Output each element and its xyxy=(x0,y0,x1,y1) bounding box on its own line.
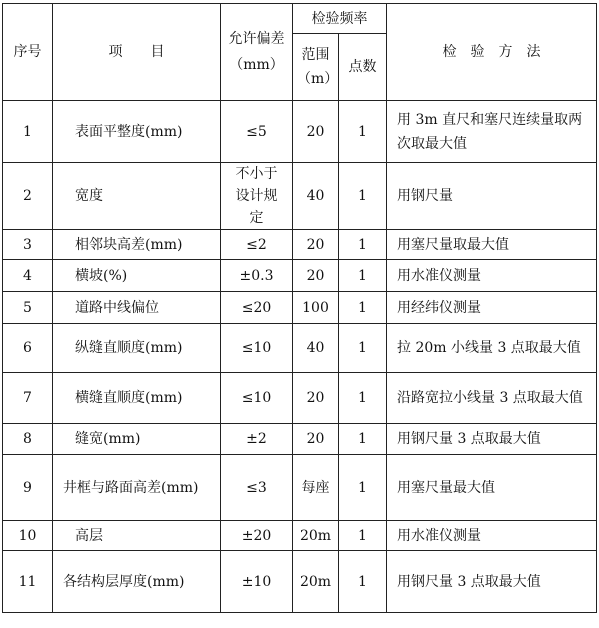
cell-method: 用水准仪测量 xyxy=(387,260,597,292)
cell-method: 用塞尺量最大值 xyxy=(387,455,597,521)
cell-no: 5 xyxy=(3,292,53,324)
cell-range: 20m xyxy=(293,521,339,551)
cell-range: 100 xyxy=(293,292,339,324)
cell-range: 20 xyxy=(293,424,339,455)
header-tolerance xyxy=(221,4,293,101)
cell-item: 横坡(%) xyxy=(53,260,221,292)
header-item: 项 目 xyxy=(53,4,221,101)
cell-tolerance: ≤5 xyxy=(221,101,293,163)
cell-points: 1 xyxy=(339,373,387,424)
cell-method: 用塞尺量取最大值 xyxy=(387,230,597,260)
cell-points: 1 xyxy=(339,230,387,260)
cell-range: 20 xyxy=(293,260,339,292)
table-row xyxy=(3,424,597,455)
cell-tolerance: ≤10 xyxy=(221,324,293,373)
cell-item: 缝宽(mm) xyxy=(53,424,221,455)
cell-item: 表面平整度(mm) xyxy=(53,101,221,163)
header-frequency: 检验频率 xyxy=(293,4,387,34)
inspection-table xyxy=(2,3,597,613)
header-tolerance-unit: （mm） xyxy=(229,57,284,73)
table-row xyxy=(3,521,597,551)
cell-method: 沿路宽拉小线量 3 点取最大值 xyxy=(387,373,597,424)
cell-tolerance: ≤3 xyxy=(221,455,293,521)
cell-points: 1 xyxy=(339,324,387,373)
header-range-label: 范围 xyxy=(301,47,330,63)
cell-item: 横缝直顺度(mm) xyxy=(53,373,221,424)
cell-no: 11 xyxy=(3,551,53,613)
cell-item: 井框与路面高差(mm) xyxy=(53,455,221,521)
cell-method: 用钢尺量 3 点取最大值 xyxy=(387,424,597,455)
header-method: 检 验 方 法 xyxy=(387,4,597,101)
cell-item: 相邻块高差(mm) xyxy=(53,230,221,260)
cell-item: 高层 xyxy=(53,521,221,551)
cell-item: 各结构层厚度(mm) xyxy=(53,551,221,613)
cell-item: 宽度 xyxy=(53,163,221,230)
cell-points: 1 xyxy=(339,101,387,163)
cell-points: 1 xyxy=(339,260,387,292)
cell-no: 2 xyxy=(3,163,53,230)
cell-no: 4 xyxy=(3,260,53,292)
cell-no: 3 xyxy=(3,230,53,260)
cell-range: 每座 xyxy=(293,455,339,521)
cell-no: 7 xyxy=(3,373,53,424)
cell-item: 道路中线偏位 xyxy=(53,292,221,324)
cell-no: 6 xyxy=(3,324,53,373)
cell-range: 40 xyxy=(293,163,339,230)
cell-range: 40 xyxy=(293,324,339,373)
cell-no: 1 xyxy=(3,101,53,163)
table-row xyxy=(3,230,597,260)
header-range xyxy=(293,34,339,101)
header-range-unit: （m） xyxy=(297,71,339,87)
cell-method: 用钢尺量 3 点取最大值 xyxy=(387,551,597,613)
cell-tolerance: ≤10 xyxy=(221,373,293,424)
cell-item: 纵缝直顺度(mm) xyxy=(53,324,221,373)
table-row xyxy=(3,455,597,521)
header-tolerance-label: 允许偏差 xyxy=(228,31,285,47)
table-row xyxy=(3,163,597,230)
cell-points: 1 xyxy=(339,163,387,230)
cell-points: 1 xyxy=(339,521,387,551)
cell-method: 用经纬仪测量 xyxy=(387,292,597,324)
cell-points: 1 xyxy=(339,551,387,613)
cell-range: 20m xyxy=(293,551,339,613)
cell-range: 20 xyxy=(293,230,339,260)
cell-points: 1 xyxy=(339,292,387,324)
cell-tolerance: ≤2 xyxy=(221,230,293,260)
cell-method: 用水准仪测量 xyxy=(387,521,597,551)
header-no: 序号 xyxy=(3,4,53,101)
table-row xyxy=(3,292,597,324)
cell-points: 1 xyxy=(339,455,387,521)
cell-range: 20 xyxy=(293,373,339,424)
header-points: 点数 xyxy=(339,34,387,101)
cell-method: 用钢尺量 xyxy=(387,163,597,230)
cell-tolerance: ±10 xyxy=(221,551,293,613)
cell-method: 拉 20m 小线量 3 点取最大值 xyxy=(387,324,597,373)
table-row xyxy=(3,373,597,424)
cell-no: 8 xyxy=(3,424,53,455)
table-row xyxy=(3,101,597,163)
cell-no: 9 xyxy=(3,455,53,521)
cell-method: 用 3m 直尺和塞尺连续量取两次取最大值 xyxy=(387,101,597,163)
cell-tolerance: ±2 xyxy=(221,424,293,455)
table-row xyxy=(3,551,597,613)
cell-tolerance: ±0.3 xyxy=(221,260,293,292)
cell-no: 10 xyxy=(3,521,53,551)
cell-tolerance: ±20 xyxy=(221,521,293,551)
cell-tolerance: ≤20 xyxy=(221,292,293,324)
cell-range: 20 xyxy=(293,101,339,163)
table-row xyxy=(3,324,597,373)
cell-tolerance: 不小于设计规定 xyxy=(221,163,293,230)
table-row xyxy=(3,260,597,292)
cell-points: 1 xyxy=(339,424,387,455)
